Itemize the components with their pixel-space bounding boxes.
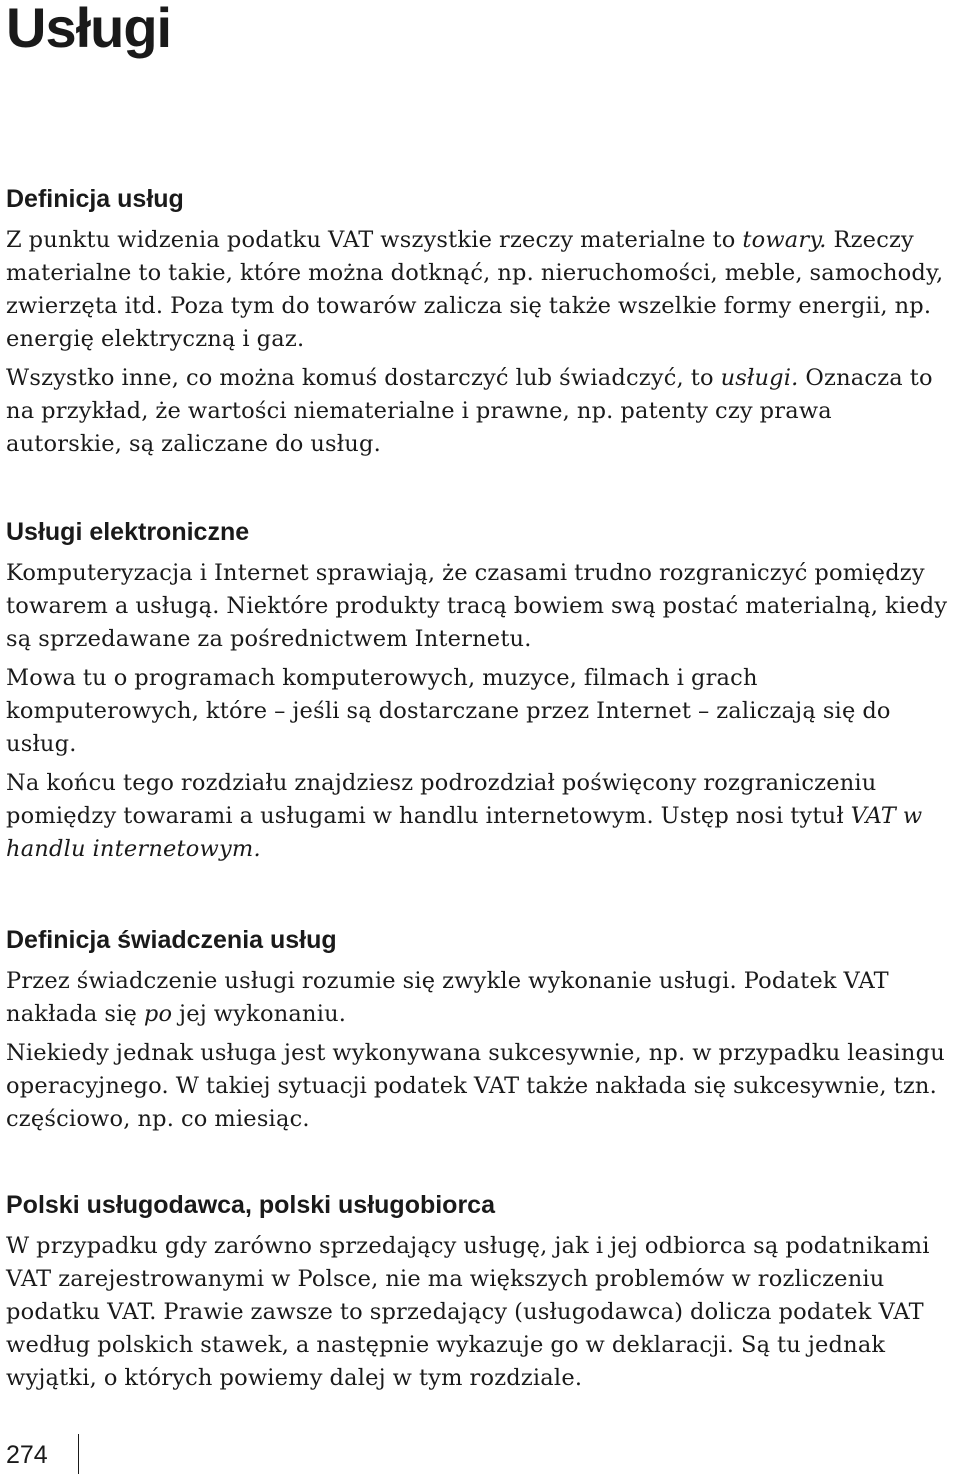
section-definicja-uslug [6, 184, 954, 461]
paragraph: Niekiedy jednak usługa jest wykonywana sukcesywnie, np. w przypadku leasingu operacyjnego. W takiej sytuacji podatek VAT także nakłada się sukcesywnie, tzn. częściowo, np. co miesiąc. [6, 1040, 945, 1132]
paragraph: Mowa tu o programach komputerowych, muzyce, filmach i grach komputerowych, które – jeśli są dostarczane przez Internet – zaliczają się do usług. [6, 665, 891, 757]
paragraph: Na końcu tego rozdziału znajdziesz podrozdział poświęcony rozgraniczeniu pomiędzy towarami a usługami w handlu internetowym. Ustęp nosi tytuł VAT w handlu internetowym. [6, 770, 923, 862]
paragraph: Z punktu widzenia podatku VAT wszystkie rzeczy materialne to towary. Rzeczy materialne to takie, które można dotknąć, np. nieruchomości, meble, samochody, zwierzęta itd. Poza tym do towarów zalicza się także wszelkie formy energii, np. energię elektryczną i gaz. [6, 227, 944, 352]
page-number: 274 [6, 1441, 48, 1469]
section-polski-uslugodawca [6, 1190, 954, 1395]
paragraph: Przez świadczenie usługi rozumie się zwykle wykonanie usługi. Podatek VAT nakłada się po jej wykonaniu. [6, 968, 889, 1027]
section-uslugi-elektroniczne [6, 517, 954, 866]
page-title: Usługi [6, 0, 172, 59]
footer-divider [78, 1434, 79, 1474]
paragraph: Wszystko inne, co można komuś dostarczyć lub świadczyć, to usługi. Oznacza to na przykład, że wartości niematerialne i prawne, np. patenty czy prawa autorskie, są zaliczane do usług. [6, 365, 933, 457]
section-heading: Definicja świadczenia usług [6, 926, 337, 954]
section-heading: Polski usługodawca, polski usługobiorca [6, 1191, 495, 1219]
section-heading: Definicja usług [6, 185, 184, 213]
paragraph: Komputeryzacja i Internet sprawiają, że czasami trudno rozgraniczyć pomiędzy towarem a usługą. Niektóre produkty tracą bowiem swą postać materialną, kiedy są sprzedawane za pośrednictwem Internetu. [6, 560, 948, 652]
paragraph: W przypadku gdy zarówno sprzedający usługę, jak i jej odbiorca są podatnikami VAT zarejestrowanymi w Polsce, nie ma większych problemów w rozliczeniu podatku VAT. Prawie zawsze to sprzedający (usługodawca) dolicza podatek VAT według polskich stawek, a następnie wykazuje go w deklaracji. Są tu jednak wyjątki, o których powiemy dalej w tym rozdziale. [6, 1233, 930, 1391]
section-heading: Usługi elektroniczne [6, 518, 250, 546]
section-definicja-swiadczenia-uslug [6, 925, 954, 1136]
